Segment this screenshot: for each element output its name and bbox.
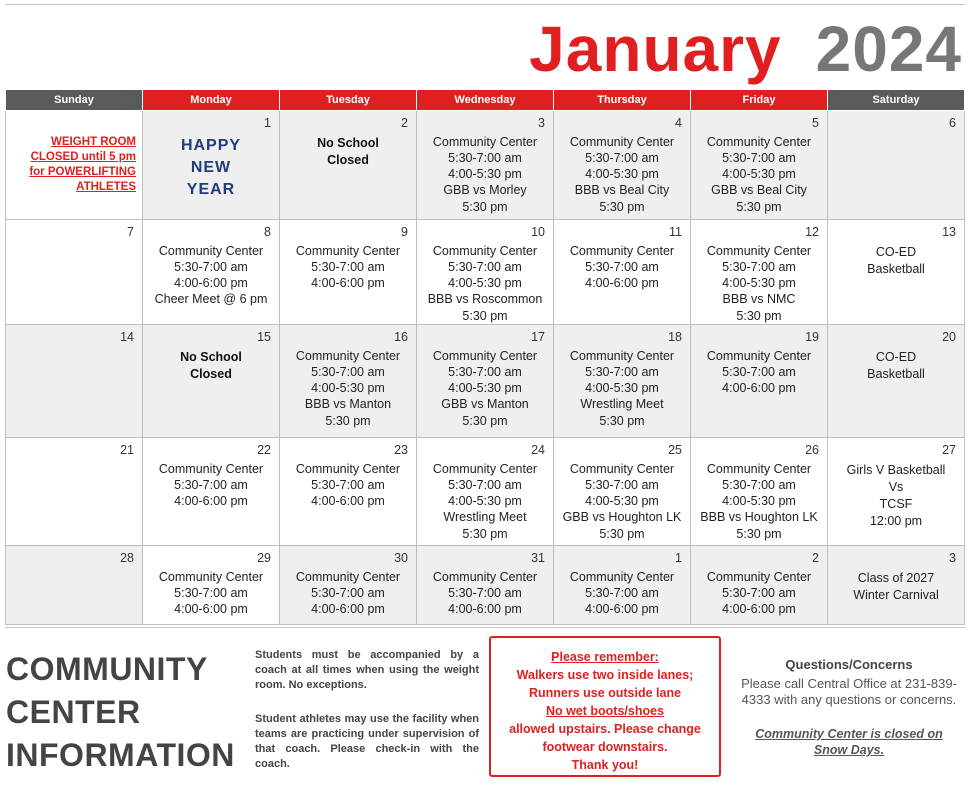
day-number: 31 [531,551,545,565]
day-cell [828,325,965,438]
day-number: 19 [805,330,819,344]
year-title: 2024 [815,13,962,85]
day-events: Community Center 5:30-7:00 am 4:00-6:00 pm [295,244,401,290]
day-events: Community Center 5:30-7:00 am 4:00-5:30 pm Wrestling Meet 5:30 pm [569,349,675,428]
week-row-1 [6,111,965,220]
day-number: 3 [949,551,956,565]
day-cell [691,546,828,625]
day-number: 16 [394,330,408,344]
day-number: 21 [120,443,134,457]
day-cell [828,546,965,625]
questions-body: Please call Central Office at 231-839-4333 with any questions or concerns. [741,676,957,707]
day-events: Community Center 5:30-7:00 am 4:00-6:00 pm [295,570,401,616]
weekday-saturday: Saturday [828,90,965,111]
day-events: Community Center 5:30-7:00 am 4:00-5:30 pm BBB vs NMC 5:30 pm [706,244,812,323]
day-number: 10 [531,225,545,239]
day-cell [143,438,280,546]
month-title: January [529,13,782,85]
please-remember-box: Please remember: Walkers use two inside lanes; Runners use outside lane No wet boots/shoes allowed upstairs. Please change footwear downstairs. Thank you! [489,636,721,777]
day-number: 14 [120,330,134,344]
section-divider [5,627,965,628]
community-center-info-title: COMMUNITY CENTER INFORMATION [6,651,235,773]
day-number: 2 [401,116,408,130]
day-number: 4 [675,116,682,130]
day-events: Class of 2027 Winter Carnival [853,571,939,602]
day-events: Community Center 5:30-7:00 am 4:00-5:30 pm BBB vs Manton 5:30 pm [295,349,401,428]
day-events: Community Center 5:30-7:00 am 4:00-6:00 pm [432,570,538,616]
day-cell [280,325,417,438]
day-events: Community Center 5:30-7:00 am 4:00-6:00 pm [295,462,401,508]
day-cell [280,438,417,546]
happy-new-year-greeting: HAPPY NEW YEAR [180,137,242,198]
weekday-thursday: Thursday [554,90,691,111]
day-cell [143,111,280,220]
day-number: 28 [120,551,134,565]
day-events: CO-ED Basketball [867,245,925,276]
page-title [529,12,962,86]
weekday-monday: Monday [143,90,280,111]
day-events: Community Center 5:30-7:00 am 4:00-5:30 pm Wrestling Meet 5:30 pm [432,462,538,541]
day-number: 5 [812,116,819,130]
day-cell [6,438,143,546]
day-number: 9 [401,225,408,239]
weight-room-alert: WEIGHT ROOM CLOSED until 5 pm for POWERLIFTING ATHLETES [29,136,136,193]
day-events: Community Center 5:30-7:00 am 4:00-6:00 pm [569,570,675,616]
day-cell [417,111,554,220]
day-number: 22 [257,443,271,457]
day-cell [691,111,828,220]
questions-concerns [738,657,960,758]
day-cell [691,438,828,546]
week-row-5 [6,546,965,625]
weekday-friday: Friday [691,90,828,111]
calendar-grid [5,89,965,625]
day-number: 6 [949,116,956,130]
weekday-sunday: Sunday [6,90,143,111]
day-events: Community Center 5:30-7:00 am 4:00-6:00 pm Cheer Meet @ 6 pm [154,244,268,306]
day-number: 1 [264,116,271,130]
day-cell [417,438,554,546]
day-number: 26 [805,443,819,457]
day-number: 17 [531,330,545,344]
day-cell [143,325,280,438]
day-cell [280,220,417,325]
day-cell [554,438,691,546]
day-cell [828,111,965,220]
weekday-header-row [6,90,965,111]
day-cell [143,220,280,325]
day-number: 18 [668,330,682,344]
day-events: Community Center 5:30-7:00 am 4:00-6:00 pm [706,349,812,395]
day-events: Community Center 5:30-7:00 am 4:00-6:00 pm [706,570,812,616]
day-cell [280,111,417,220]
day-events: Community Center 5:30-7:00 am 4:00-5:30 pm GBB vs Houghton LK 5:30 pm [562,462,682,541]
week-row-4 [6,438,965,546]
day-cell [417,546,554,625]
day-number: 8 [264,225,271,239]
day-events: Community Center 5:30-7:00 am 4:00-6:00 pm [158,570,264,616]
no-school-notice: No School Closed [317,136,379,167]
day-cell [6,325,143,438]
weekday-wednesday: Wednesday [417,90,554,111]
week-row-3 [6,325,965,438]
day-cell [6,220,143,325]
day-events: Community Center 5:30-7:00 am 4:00-5:30 pm BBB vs Beal City 5:30 pm [569,135,675,214]
day-cell [280,546,417,625]
top-divider [5,4,965,5]
week-row-2 [6,220,965,325]
day-events: Community Center 5:30-7:00 am 4:00-5:30 pm GBB vs Manton 5:30 pm [432,349,538,428]
day-cell [554,111,691,220]
day-number: 27 [942,443,956,457]
snow-days-note: Community Center is closed on Snow Days. [755,727,943,757]
day-cell [828,220,965,325]
day-number: 7 [127,225,134,239]
day-events: Community Center 5:30-7:00 am 4:00-5:30 pm GBB vs Morley 5:30 pm [432,135,538,214]
day-cell [417,220,554,325]
day-events: Community Center 5:30-7:00 am 4:00-6:00 pm [158,462,264,508]
day-cell [417,325,554,438]
questions-heading: Questions/Concerns [785,657,913,672]
day-number: 23 [394,443,408,457]
day-events: CO-ED Basketball [867,350,925,381]
day-number: 29 [257,551,271,565]
weekday-tuesday: Tuesday [280,90,417,111]
day-number: 25 [668,443,682,457]
day-number: 3 [538,116,545,130]
day-number: 1 [675,551,682,565]
day-number: 11 [669,225,682,239]
day-cell [554,546,691,625]
day-cell [828,438,965,546]
day-cell [143,546,280,625]
day-number: 2 [812,551,819,565]
day-events: Community Center 5:30-7:00 am 4:00-6:00 pm [569,244,675,290]
day-number: 15 [257,330,271,344]
day-number: 30 [394,551,408,565]
day-cell [6,546,143,625]
day-number: 12 [805,225,819,239]
day-number: 20 [942,330,956,344]
day-events: Community Center 5:30-7:00 am 4:00-5:30 pm BBB vs Roscommon 5:30 pm [427,244,543,323]
day-cell [6,111,143,220]
remember-heading: Please remember: [551,650,659,664]
day-events: Community Center 5:30-7:00 am 4:00-5:30 pm GBB vs Beal City 5:30 pm [706,135,812,214]
info-paragraph-supervision: Students must be accompanied by a coach at all times when using the weight room. No exceptions. [255,649,479,691]
day-events: Girls V Basketball Vs TCSF 12:00 pm [846,463,946,528]
day-cell [554,220,691,325]
day-cell [691,220,828,325]
day-cell [691,325,828,438]
day-events: Community Center 5:30-7:00 am 4:00-5:30 pm BBB vs Houghton LK 5:30 pm [700,462,818,541]
day-number: 24 [531,443,545,457]
day-number: 13 [942,225,956,239]
day-cell [554,325,691,438]
info-paragraph-athletes: Student athletes may use the facility when teams are practicing under supervision of that coach. Please check-in with the coach. [255,713,479,770]
no-school-notice: No School Closed [180,350,242,381]
